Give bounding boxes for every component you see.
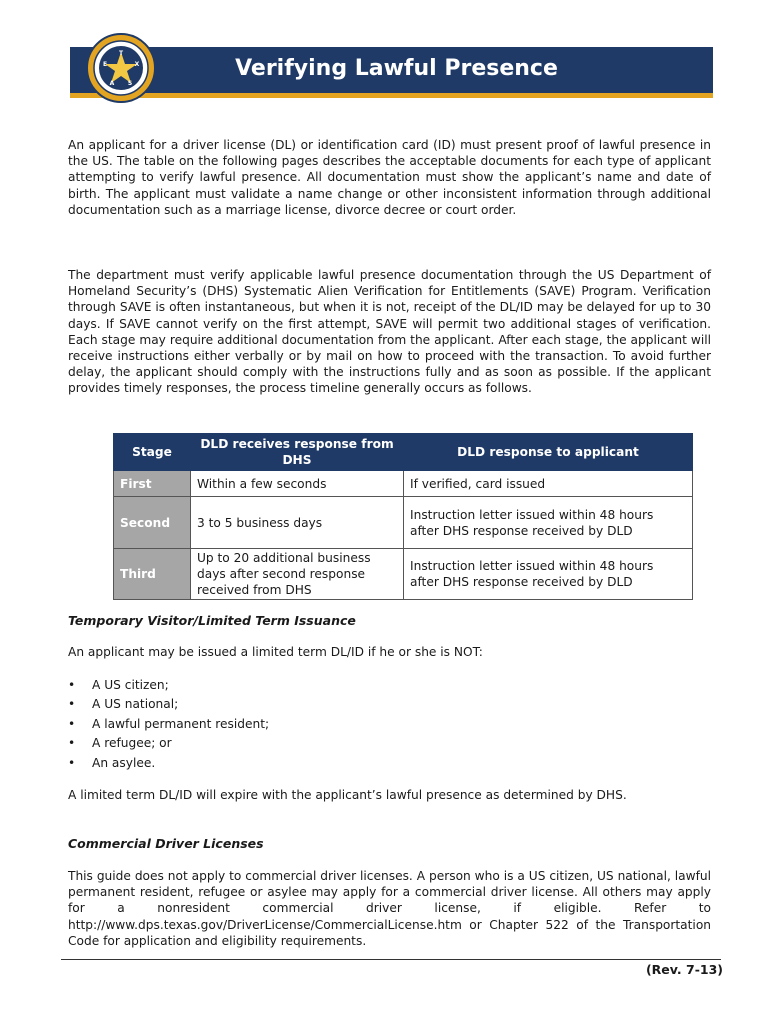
svg-text:A: A xyxy=(109,80,115,87)
table-header: DLD response to applicant xyxy=(404,434,693,471)
stage-cell: Second xyxy=(114,497,191,549)
table-row xyxy=(114,471,693,497)
footer-rule xyxy=(61,959,721,960)
svg-text:X: X xyxy=(134,61,140,68)
list-item: • A refugee; or xyxy=(68,734,269,753)
table-row xyxy=(114,497,693,549)
section-heading-commercial: Commercial Driver Licenses xyxy=(68,836,264,851)
list-item: • An asylee. xyxy=(68,754,269,773)
stage-cell: First xyxy=(114,471,191,497)
not-eligible-list xyxy=(68,676,269,773)
table-header: DLD receives response from DHS xyxy=(191,434,404,471)
svg-text:T: T xyxy=(118,50,124,57)
svg-text:S: S xyxy=(127,80,133,87)
table-row xyxy=(114,549,693,600)
table-header-row xyxy=(114,434,693,471)
table-cell: If verified, card issued xyxy=(404,471,693,497)
verification-paragraph: The department must verify applicable lawful presence documentation through the US Department of Homeland Security’s (DHS) Systematic Alien Verification for Entitlements (SAVE) Program. Verification through SAVE is often instantaneous, but when it is not, receipt of the DL/ID may be delayed for up to 30 days. If SAVE cannot verify on the first attempt, SAVE will permit two additional stages of verification. Each stage may require additional documentation from the applicant. After each stage, the applicant will receive instructions either verbally or by mail on how to proceed with the transaction. To avoid further delay, the applicant should comply with the instructions fully and as soon as possible. If the applicant provides timely responses, the process timeline generally occurs as follows. xyxy=(68,268,711,396)
table-cell: Within a few seconds xyxy=(191,471,404,497)
table-cell: 3 to 5 business days xyxy=(191,497,404,549)
commercial-paragraph: This guide does not apply to commercial driver licenses. A person who is a US citizen, US national, lawful permanent resident, refugee or asylee may apply for a commercial driver license. All others may apply for a nonresident commercial driver license, if eligible. Refer to http://www.dps.texas.gov/DriverLicense/CommercialLicense.htm or Chapter 522 of the Transportation Code for application and eligibility requirements. xyxy=(68,869,711,948)
revision-label: (Rev. 7-13) xyxy=(645,962,723,977)
temporary-intro: An applicant may be issued a limited term DL/ID if he or she is NOT: xyxy=(68,645,483,659)
page-title: Verifying Lawful Presence xyxy=(235,56,558,81)
table-cell: Up to 20 additional business days after second response received from DHS xyxy=(191,549,404,600)
banner-stripe xyxy=(70,93,713,98)
expiration-note: A limited term DL/ID will expire with the applicant’s lawful presence as determined by DHS. xyxy=(68,788,627,802)
table-cell: Instruction letter issued within 48 hours after DHS response received by DLD xyxy=(404,497,693,549)
dps-seal-logo xyxy=(86,33,156,103)
stage-cell: Third xyxy=(114,549,191,600)
section-heading-temporary: Temporary Visitor/Limited Term Issuance xyxy=(68,613,356,628)
table-header: Stage xyxy=(114,434,191,471)
table-cell: Instruction letter issued within 48 hours after DHS response received by DLD xyxy=(404,549,693,600)
list-item: • A US national; xyxy=(68,695,269,714)
svg-text:E: E xyxy=(102,61,108,68)
list-item: • A lawful permanent resident; xyxy=(68,715,269,734)
verification-timeline-table xyxy=(113,433,693,600)
intro-paragraph: An applicant for a driver license (DL) or identification card (ID) must present proof of lawful presence in the US. The table on the following pages describes the acceptable documents for each type of applicant attempting to verify lawful presence. All documentation must show the applicant’s name and date of birth. The applicant must validate a name change or other inconsistent information through additional documentation such as a marriage license, divorce decree or court order. xyxy=(68,138,711,217)
list-item: • A US citizen; xyxy=(68,676,269,695)
